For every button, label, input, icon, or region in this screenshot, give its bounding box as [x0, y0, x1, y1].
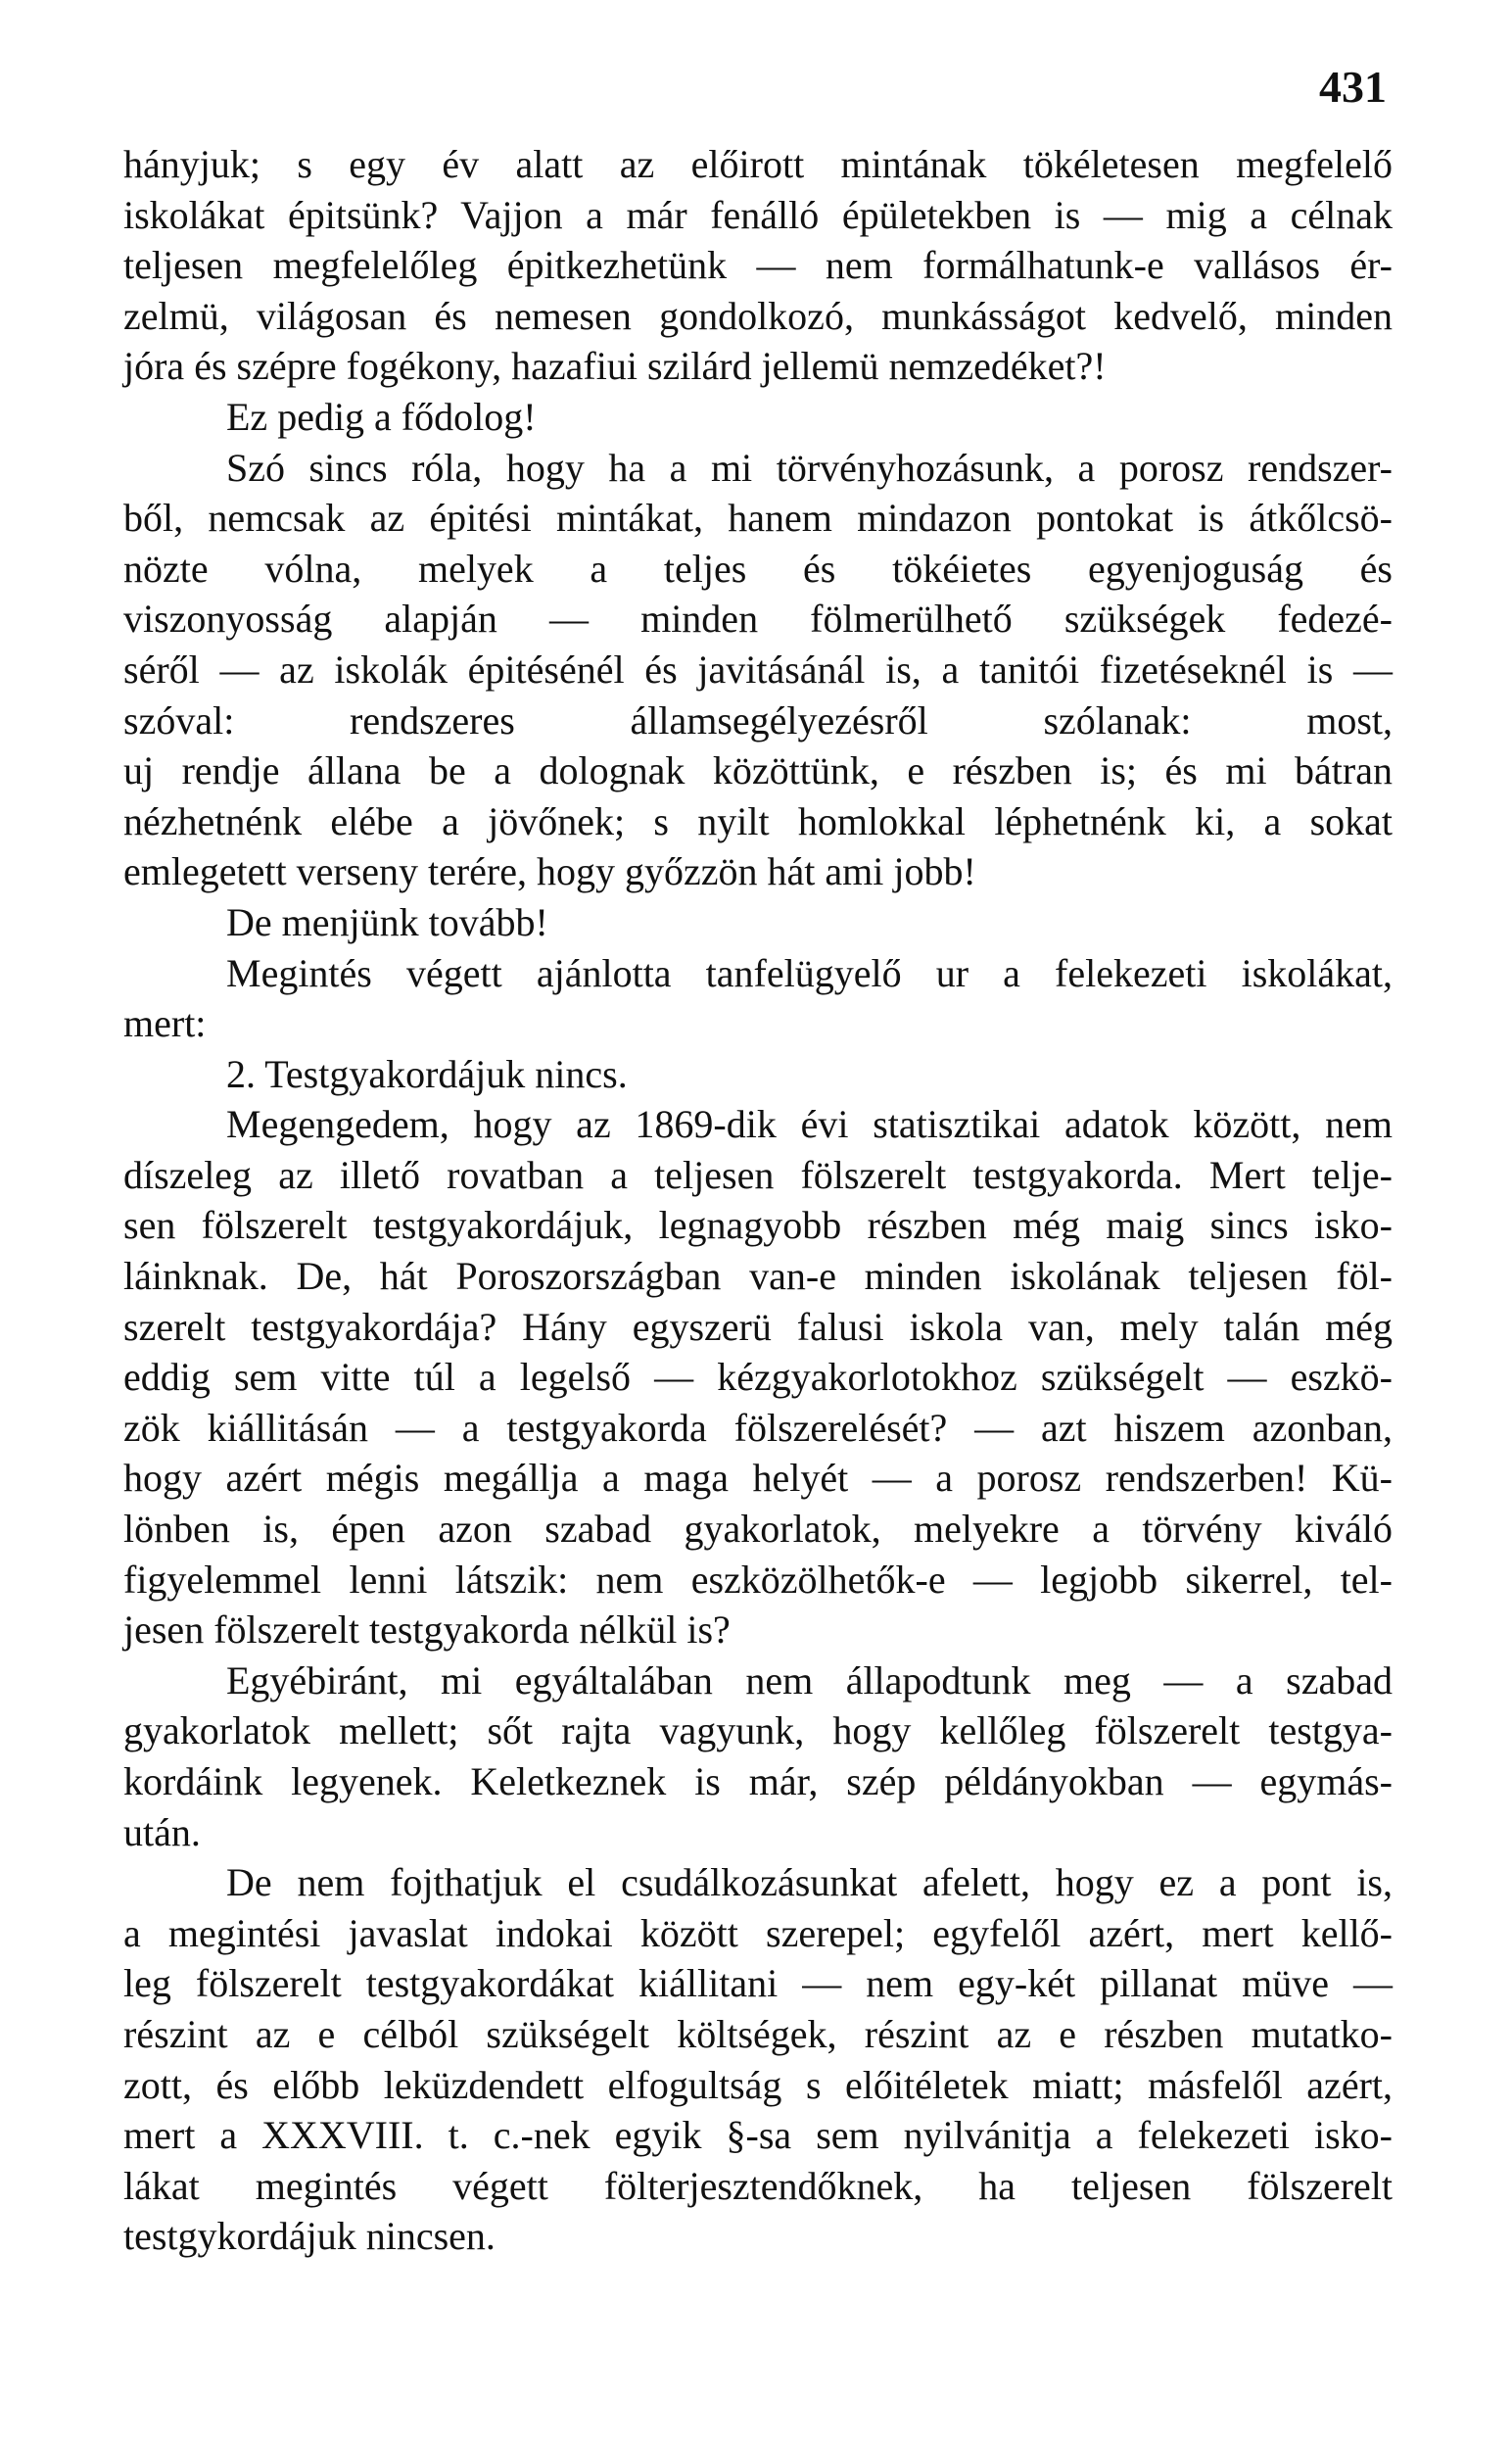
text-line: mert: — [123, 1001, 207, 1046]
text-line: séről — az iskolák épitésénél és javitásánál is, a tanitói fizetéseknél is — — [123, 647, 1393, 692]
text-line: leg fölszerelt testgyakordákat kiállitani — nem egy-két pillanat müve — — [123, 1961, 1393, 2006]
text-line: figyelemmel lenni látszik: nem eszközölhetők-e — legjobb sikerrel, tel- — [123, 1557, 1393, 1602]
text-line: viszonyosság alapján — minden fölmerülhető szükségek fedezé- — [123, 597, 1393, 642]
text-line: 2. Testgyakordájuk nincs. — [226, 1051, 628, 1096]
text-line: Ez pedig a fődolog! — [226, 394, 537, 439]
text-line: a megintési javaslat indokai között szerepel; egyfelől azért, mert kellő- — [123, 1910, 1393, 1955]
text-line: zök kiállitásán — a testgyakorda fölszerelését? — azt hiszem azonban, — [123, 1405, 1393, 1450]
text-line: De menjünk tovább! — [226, 899, 548, 944]
text-line: testgykordájuk nincsen. — [123, 2214, 496, 2259]
text-line: emlegetett verseny terére, hogy győzzön hát ami jobb! — [123, 849, 976, 894]
text-line: Megintés végett ajánlotta tanfelügyelő ur a felekezeti iskolákat, — [226, 950, 1393, 995]
text-line: mert a XXXVIII. t. c.-nek egyik §-sa sem nyilvánitja a felekezeti isko- — [123, 2113, 1393, 2158]
text-line: Szó sincs róla, hogy ha a mi törvényhozásunk, a porosz rendszer- — [226, 445, 1393, 490]
text-line: De nem fojthatjuk el csudálkozásunkat afelett, hogy ez a pont is, — [226, 1860, 1393, 1905]
text-line: lákat megintés végett fölterjesztendőknek, ha teljesen fölszerelt — [123, 2163, 1393, 2208]
text-line: szóval: rendszeres államsegélyezésről szólanak: most, — [123, 697, 1393, 743]
text-line: kordáink legyenek. Keletkeznek is már, szép példányokban — egymás- — [123, 1759, 1393, 1803]
text-line: eddig sem vitte túl a legelső — kézgyakorlotokhoz szükségelt — eszkö- — [123, 1355, 1393, 1400]
text-line: Egyébiránt, mi egyáltalában nem állapodtunk meg — a szabad — [226, 1657, 1393, 1703]
text-line: után. — [123, 1809, 201, 1854]
text-line: hogy azért mégis megállja a maga helyét — a porosz rendszerben! Kü- — [123, 1456, 1393, 1501]
text-line: díszeleg az illető rovatban a teljesen fölszerelt testgyakorda. Mert telje- — [123, 1152, 1393, 1197]
text-line: zelmü, világosan és nemesen gondolkozó, munkásságot kedvelő, minden — [123, 293, 1393, 338]
text-line: zott, és előbb leküzdendett elfogultság s előitéletek miatt; másfelől azért, — [123, 2062, 1393, 2107]
text-line: jóra és szépre fogékony, hazafiui szilárd jellemü nemzedéket?! — [123, 344, 1107, 389]
text-line: hányjuk; s egy év alatt az előirott mintának tökéletesen megfelelő — [123, 142, 1393, 186]
text-line: nözte vólna, melyek a teljes és tökéietes egyenjoguság és — [123, 546, 1393, 591]
text-line: uj rendje állana be a dolognak közöttünk, e részben is; és mi bátran — [123, 748, 1393, 793]
text-line: Megengedem, hogy az 1869-dik évi statisztikai adatok között, nem — [226, 1102, 1393, 1147]
text-line: szerelt testgyakordája? Hány egyszerü falusi iskola van, mely talán még — [123, 1304, 1393, 1349]
body-text — [123, 139, 1393, 2262]
text-line: részint az e célból szükségelt költségek, részint az e részben mutatko- — [123, 2011, 1393, 2056]
text-line: gyakorlatok mellett; sőt rajta vagyunk, hogy kellőleg fölszerelt testgya- — [123, 1708, 1393, 1753]
text-line: jesen fölszerelt testgyakorda nélkül is? — [123, 1607, 731, 1653]
text-line: teljesen megfelelőleg épitkezhetünk — nem formálhatunk-e vallásos ér- — [123, 243, 1393, 288]
text-line: ből, nemcsak az épitési mintákat, hanem mindazon pontokat is átkőlcsö- — [123, 496, 1393, 541]
text-line: láinknak. De, hát Poroszországban van-e minden iskolának teljesen föl- — [123, 1254, 1393, 1299]
text-line: lönben is, épen azon szabad gyakorlatok, melyekre a törvény kiváló — [123, 1507, 1393, 1552]
text-line: nézhetnénk elébe a jövőnek; s nyilt homlokkal léphetnénk ki, a sokat — [123, 798, 1393, 843]
text-line: sen fölszerelt testgyakordájuk, legnagyobb részben még maig sincs isko- — [123, 1203, 1393, 1248]
page-number: 431 — [1319, 62, 1387, 112]
text-line: iskolákat épitsünk? Vajjon a már fenálló épületekben is — mig a célnak — [123, 192, 1393, 237]
